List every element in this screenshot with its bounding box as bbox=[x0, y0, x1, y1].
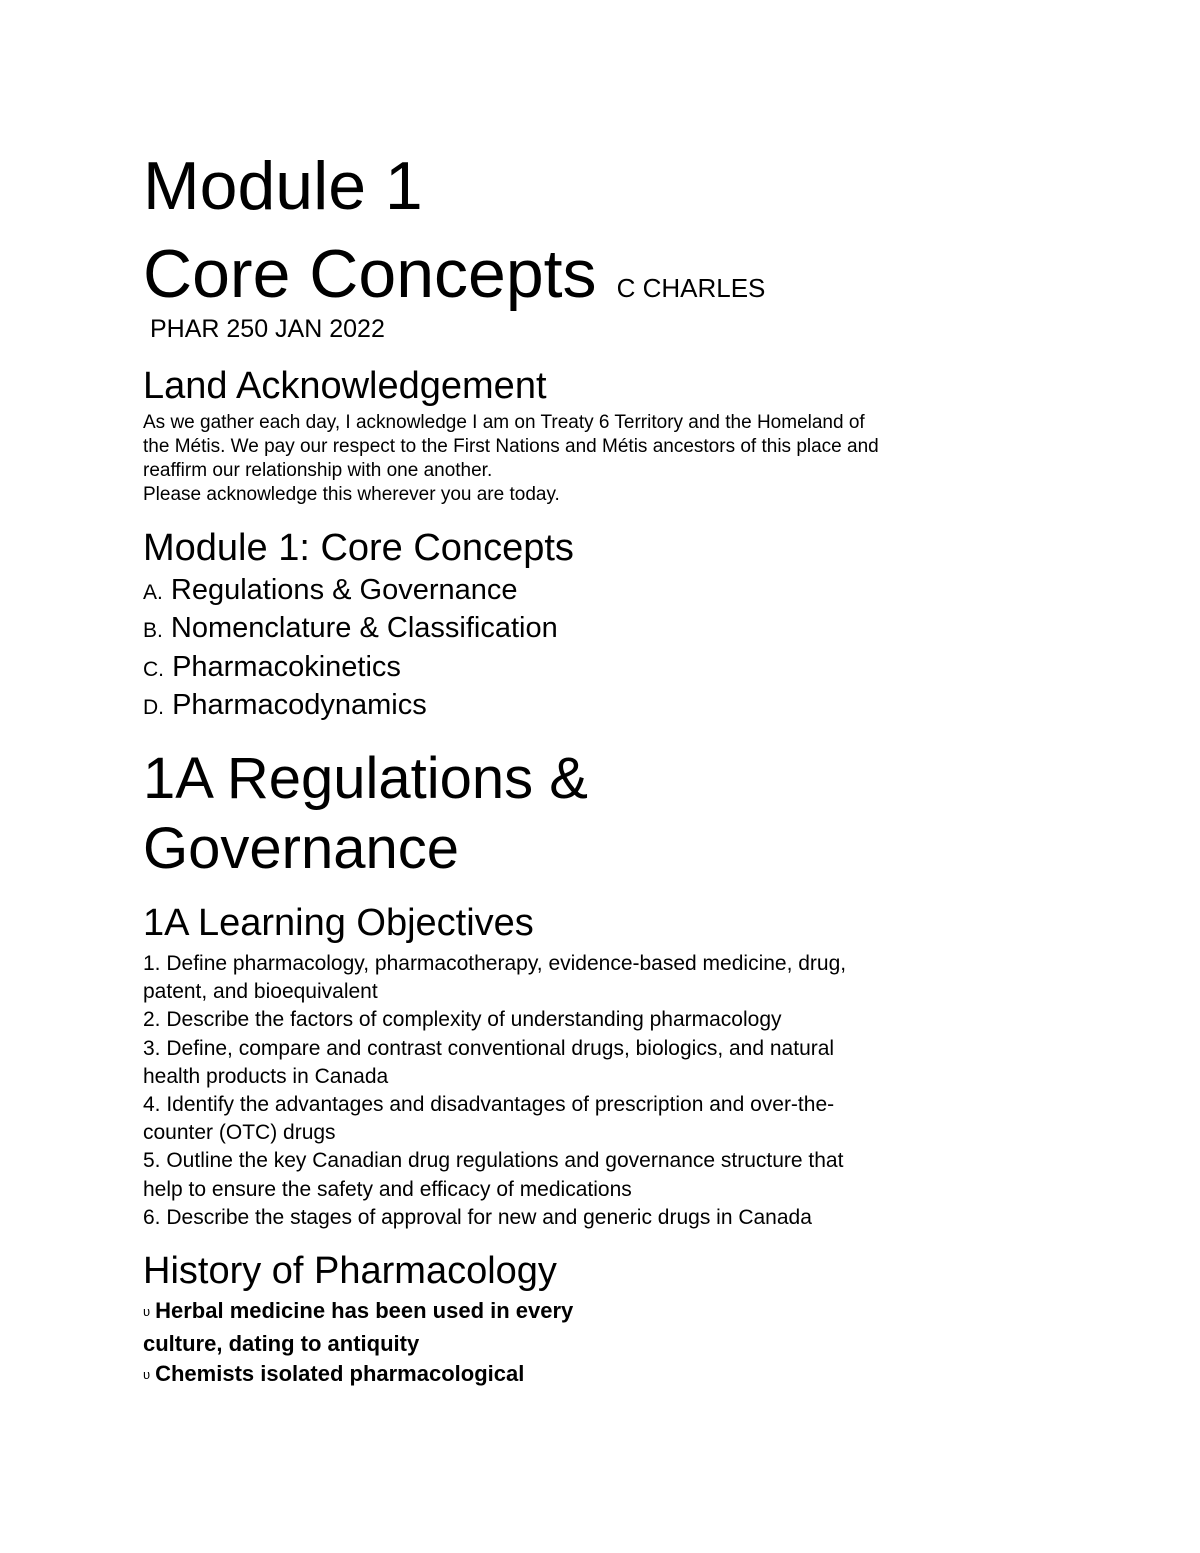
bullet-text: Chemists isolated pharmacological bbox=[155, 1361, 525, 1386]
module-subtitle-line bbox=[143, 236, 766, 312]
outline-item bbox=[143, 653, 401, 682]
outline-text: Pharmacokinetics bbox=[172, 651, 401, 683]
objective-line: help to ensure the safety and efficacy of medications bbox=[143, 1177, 632, 1201]
outline-text: Regulations & Governance bbox=[170, 574, 518, 606]
module-title: Module 1 bbox=[143, 148, 423, 224]
course-code: PHAR 250 JAN 2022 bbox=[150, 315, 385, 343]
objectives-list bbox=[143, 950, 983, 1232]
land-ack-line: As we gather each day, I acknowledge I am on Treaty 6 Territory and the Homeland of bbox=[143, 412, 865, 433]
land-ack-heading: Land Acknowledgement bbox=[143, 365, 547, 407]
outline-item bbox=[143, 614, 558, 643]
core-concepts-title: Core Concepts bbox=[143, 236, 597, 312]
objective-line: 5. Outline the key Canadian drug regulations and governance structure that bbox=[143, 1149, 844, 1173]
objective-line: patent, and bioequivalent bbox=[143, 980, 378, 1004]
objective-line: 6. Describe the stages of approval for new and generic drugs in Canada bbox=[143, 1205, 812, 1229]
bullet-item bbox=[143, 1359, 573, 1392]
outline-letter: B. bbox=[143, 619, 163, 642]
land-ack-line: the Métis. We pay our respect to the First Nations and Métis ancestors of this place and bbox=[143, 436, 879, 457]
bullet-icon: υ bbox=[143, 1367, 151, 1382]
section-title-line: 1A Regulations & bbox=[143, 746, 588, 811]
objective-line: counter (OTC) drugs bbox=[143, 1121, 336, 1145]
outline-item bbox=[143, 576, 518, 605]
objective-line: 3. Define, compare and contrast conventional drugs, biologics, and natural bbox=[143, 1036, 835, 1060]
outline-heading: Module 1: Core Concepts bbox=[143, 527, 574, 569]
author-name: C CHARLES bbox=[616, 273, 766, 303]
outline-text: Nomenclature & Classification bbox=[170, 612, 558, 644]
outline-item bbox=[143, 691, 427, 720]
history-heading: History of Pharmacology bbox=[143, 1250, 557, 1292]
bullet-continuation: culture, dating to antiquity bbox=[143, 1331, 420, 1356]
objectives-heading: 1A Learning Objectives bbox=[143, 902, 534, 944]
bullet-icon: υ bbox=[143, 1304, 151, 1319]
land-ack-text bbox=[143, 411, 983, 507]
objective-line: 1. Define pharmacology, pharmacotherapy, evidence-based medicine, drug, bbox=[143, 952, 847, 975]
objective-line: 4. Identify the advantages and disadvantages of prescription and over-the- bbox=[143, 1093, 835, 1117]
objective-line: health products in Canada bbox=[143, 1064, 389, 1088]
land-ack-line: reaffirm our relationship with one another. bbox=[143, 460, 493, 481]
outline-letter: C. bbox=[143, 658, 164, 681]
outline-letter: D. bbox=[143, 696, 164, 719]
objective-line: 2. Describe the factors of complexity of understanding pharmacology bbox=[143, 1008, 782, 1032]
outline-letter: A. bbox=[143, 581, 163, 604]
land-ack-line: Please acknowledge this wherever you are today. bbox=[143, 484, 560, 505]
history-bullets bbox=[143, 1296, 573, 1392]
section-title-line: Governance bbox=[143, 816, 459, 881]
outline-text: Pharmacodynamics bbox=[172, 689, 427, 721]
bullet-text: Herbal medicine has been used in every bbox=[155, 1298, 574, 1323]
bullet-item bbox=[143, 1296, 573, 1329]
